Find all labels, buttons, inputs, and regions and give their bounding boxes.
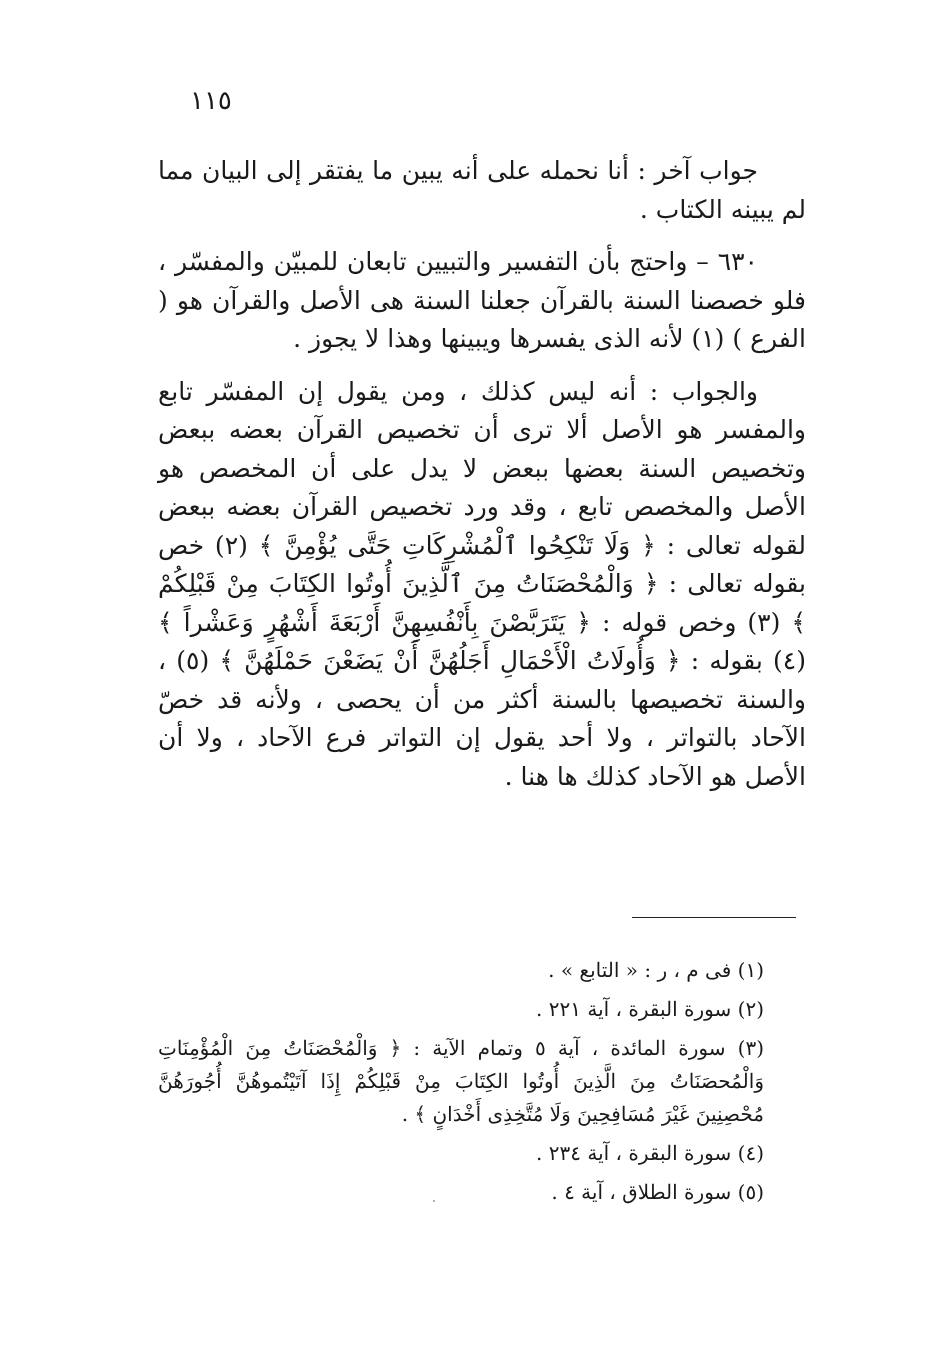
footnote-2: (٢) سورة البقرة ، آية ٢٢١ . xyxy=(536,997,764,1021)
footnote-5: (٥) سورة الطلاق ، آية ٤ . xyxy=(551,1180,764,1204)
footnote-1: (١) فى م ، ر : « التابع » . xyxy=(548,958,764,982)
footnote-3: (٣) سورة المائدة ، آية ٥ وتمام الآية : ﴿ وَالْمُحْصَنَاتُ مِنَ الْمُؤْمِنَاتِ وَالْمُحصَنَاتُ مِنَ الَّذِينَ أُوتُوا الكِتَابَ مِنْ قَبْلِكُمْ إِذَا آتَيْتُموهُنَّ أُجُورَهُنَّ مُحْصِنِينَ غَيْرَ مُسَافِحِينَ وَلَا مُتَّخِذِى أَخْدَانٍ ﴾ . xyxy=(158,1036,764,1126)
paragraph-1: جواب آخر : أنا نحمله على أنه يبين ما يفتقر إلى البيان مما لم يبينه الكتاب . xyxy=(158,156,806,224)
scan-speck xyxy=(433,1200,435,1202)
paragraph-2: ٦٣٠ – واحتج بأن التفسير والتبيين تابعان للمبيّن والمفسّر ، فلو خصصنا السنة بالقرآن جعلنا السنة هى الأصل والقرآن هو ( الفرع ) (١) لأنه الذى يفسرها ويبينها وهذا لا يجوز . xyxy=(158,247,806,353)
paragraph-3: والجواب : أنه ليس كذلك ، ومن يقول إن المفسّر تابع والمفسر هو الأصل ألا ترى أن تخصيص القرآن بعضه ببعض وتخصيص السنة بعضها ببعض لا يدل على أن المخصص هو الأصل والمخصص تابع ، وقد ورد تخصيص القرآن بعضه ببعض لقوله تعالى : ﴿ وَلَا تَنْكِحُوا ٱلْمُشْرِكَاتِ حَتَّى يُؤْمِنَّ ﴾ (٢) خص بقوله تعالى : ﴿ وَالْمُحْصَنَاتُ مِنَ ٱلَّذِينَ أُوتُوا الكِتَابَ مِنْ قَبْلِكُمْ ﴾ (٣) وخص قوله : ﴿ يَتَرَبَّصْنَ بِأَنْفُسِهِنَّ أَرْبَعَةَ أَشْهُرٍ وَعَشْراً ﴾ (٤) بقوله : ﴿ وَأُولَاتُ الْأَحْمَالِ أَجَلُهُنَّ أَنْ يَضَعْنَ حَمْلَهُنَّ ﴾ (٥) ، والسنة تخصيصها بالسنة أكثر من أن يحصى ، ولأنه قد خصّ الآحاد بالتواتر ، ولا أحد يقول إن التواتر فرع الآحاد ، ولا أن الأصل هو الآحاد كذلك ها هنا . xyxy=(158,376,806,791)
main-text xyxy=(158,152,806,810)
page-number: ١١٥ xyxy=(190,86,232,116)
footnotes xyxy=(158,954,806,1215)
footnote-4: (٤) سورة البقرة ، آية ٢٣٤ . xyxy=(536,1141,764,1165)
footnote-divider xyxy=(632,917,796,918)
